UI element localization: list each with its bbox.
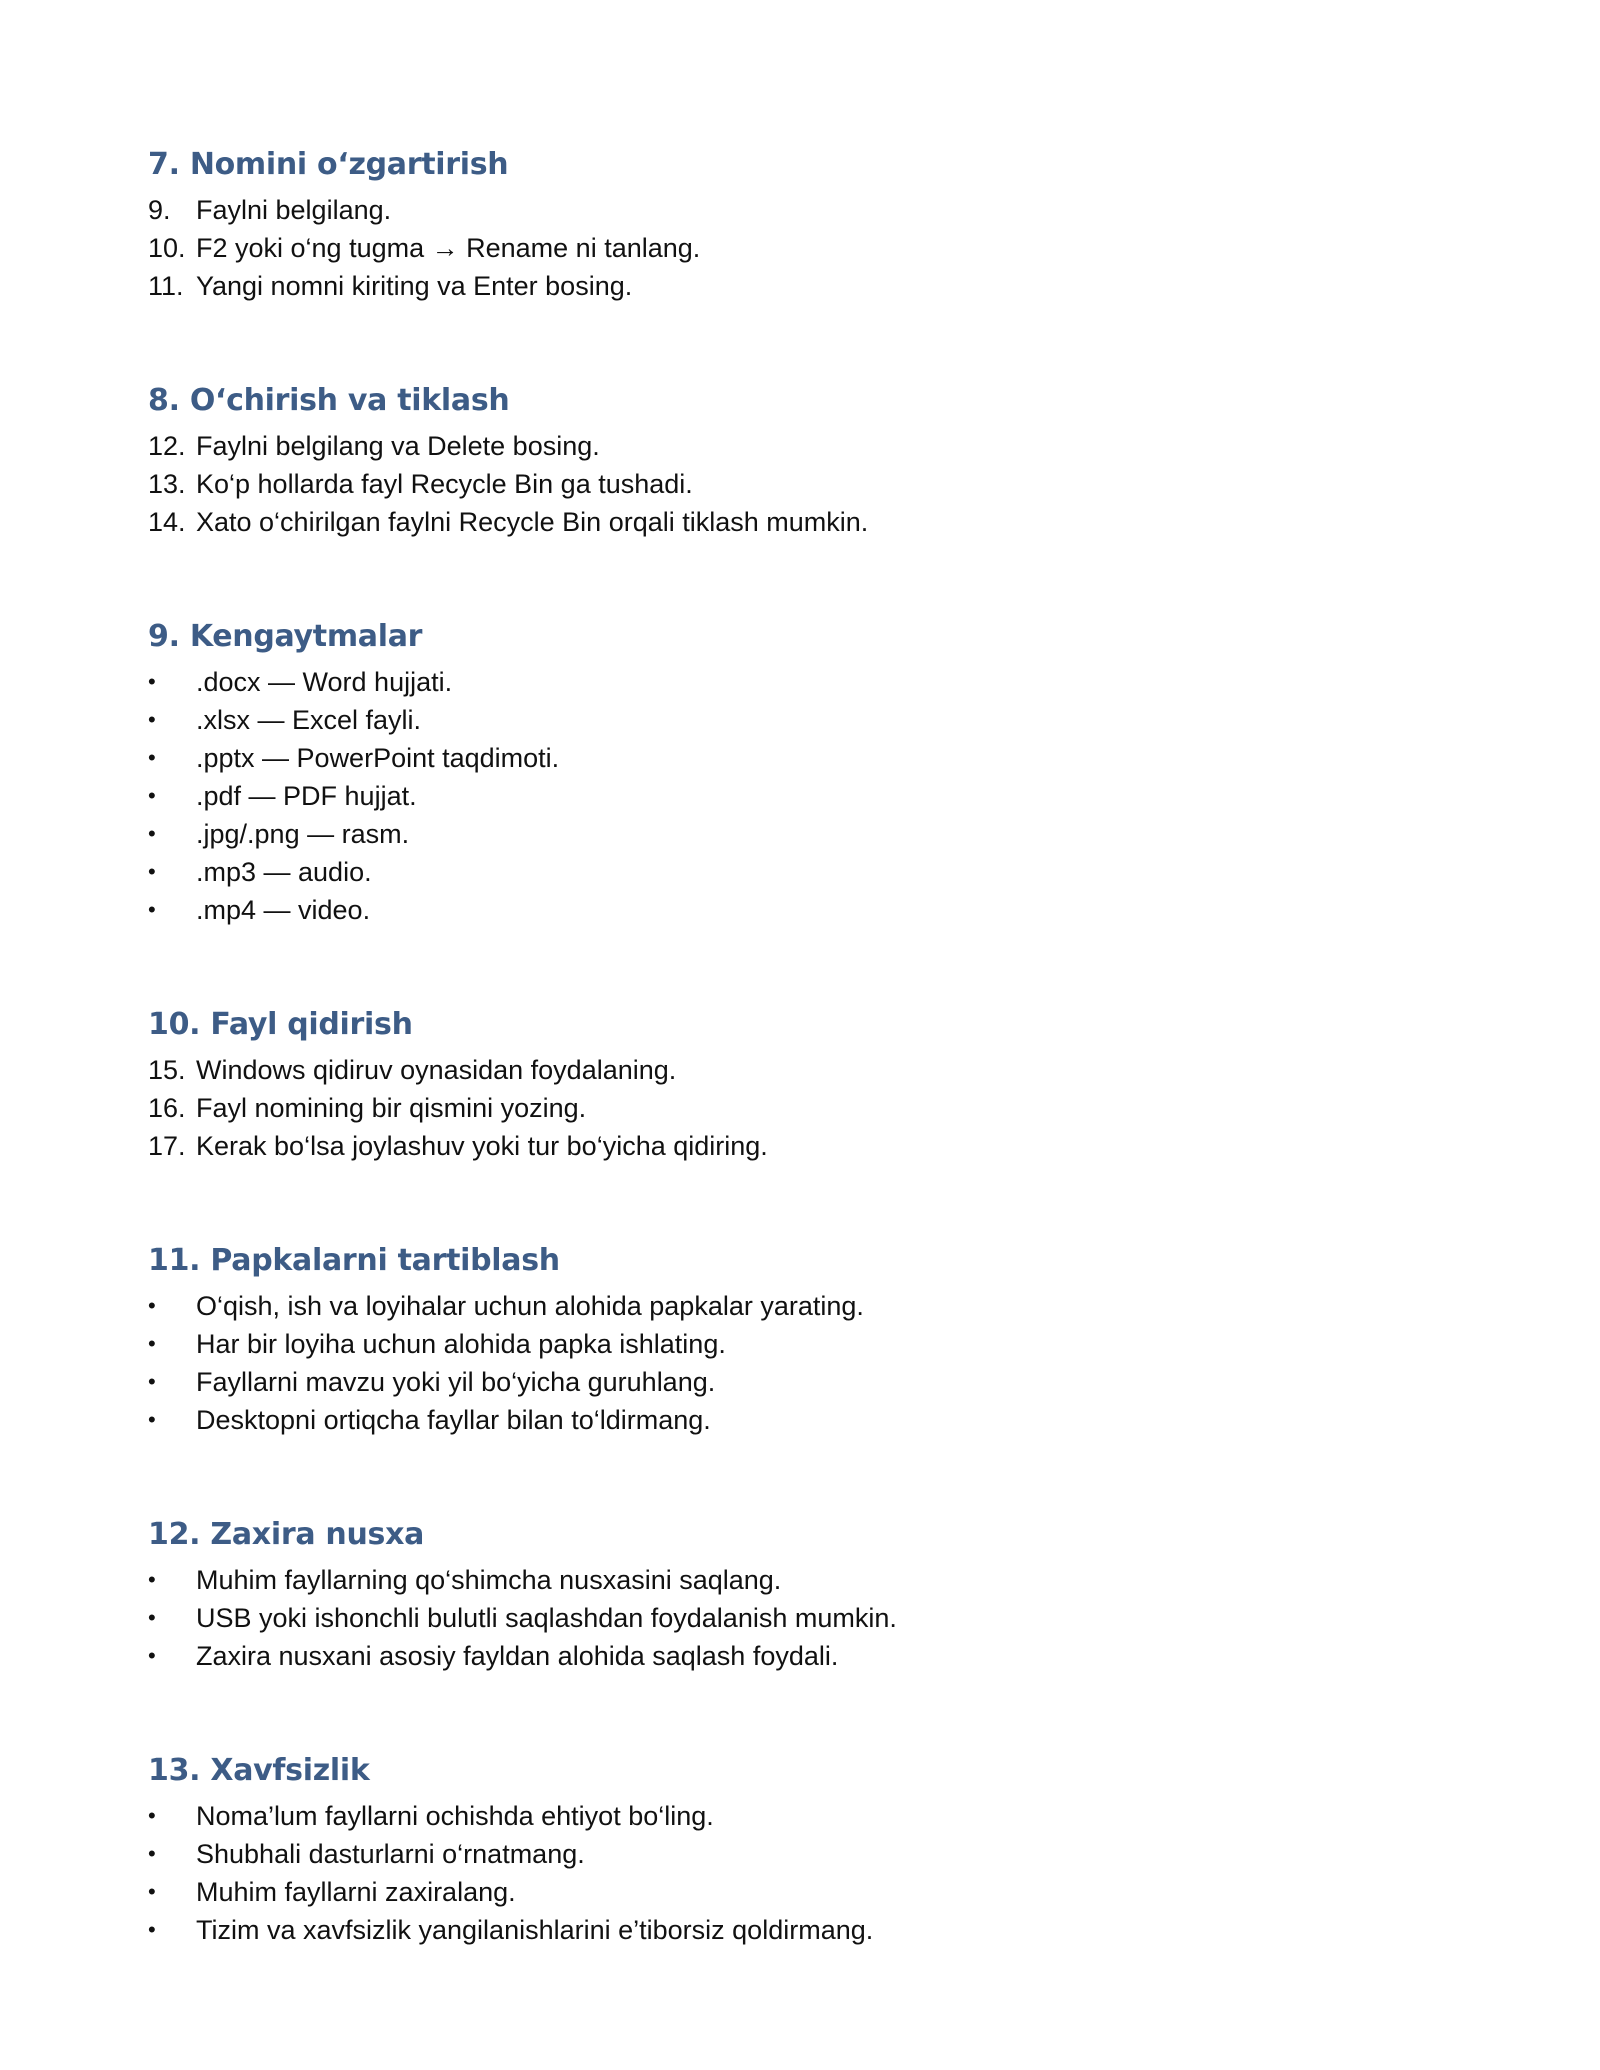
bullet-list — [148, 1561, 1448, 1675]
section-folder-organization — [148, 1241, 1448, 1439]
section-backup — [148, 1515, 1448, 1675]
bullet-icon: • — [148, 1605, 156, 1630]
list-item — [148, 1051, 1448, 1089]
list-item-text: Muhim fayllarni zaxiralang. — [196, 1877, 516, 1907]
list-item — [148, 663, 1448, 701]
bullet-icon: • — [148, 1917, 156, 1942]
section-delete-restore — [148, 381, 1448, 541]
bullet-icon: • — [148, 821, 156, 846]
bullet-list — [148, 1797, 1448, 1949]
bullet-icon: • — [148, 707, 156, 732]
list-item-text: Yangi nomni kiriting va Enter bosing. — [196, 271, 633, 301]
list-item-text: USB yoki ishonchli bulutli saqlashdan foydalanish mumkin. — [196, 1603, 897, 1633]
list-number: 17. — [148, 1131, 186, 1161]
bullet-list — [148, 663, 1448, 929]
list-item — [148, 1127, 1448, 1165]
list-item-text: Ko‘p hollarda fayl Recycle Bin ga tushadi. — [196, 469, 693, 499]
list-item — [148, 1873, 1448, 1911]
list-item — [148, 1325, 1448, 1363]
section-heading: 8. O‘chirish va tiklash — [148, 383, 510, 418]
list-item — [148, 267, 1448, 305]
numbered-list — [148, 1051, 1448, 1165]
bullet-icon: • — [148, 1643, 156, 1668]
list-number: 16. — [148, 1093, 186, 1123]
list-number: 14. — [148, 507, 186, 537]
list-number: 9. — [148, 195, 171, 225]
list-item — [148, 1911, 1448, 1949]
section-file-search — [148, 1005, 1448, 1165]
list-item — [148, 1287, 1448, 1325]
list-item — [148, 191, 1448, 229]
bullet-icon: • — [148, 669, 156, 694]
list-number: 11. — [148, 271, 184, 301]
section-security — [148, 1751, 1448, 1949]
list-number: 10. — [148, 233, 186, 263]
bullet-icon: • — [148, 1567, 156, 1592]
list-item — [148, 1089, 1448, 1127]
list-item-text: .pdf — PDF hujjat. — [196, 781, 417, 811]
list-item — [148, 815, 1448, 853]
list-item — [148, 427, 1448, 465]
bullet-icon: • — [148, 1369, 156, 1394]
bullet-icon: • — [148, 1293, 156, 1318]
list-item — [148, 1363, 1448, 1401]
list-item-text: Fayl nomining bir qismini yozing. — [196, 1093, 587, 1123]
bullet-icon: • — [148, 1841, 156, 1866]
section-rename — [148, 145, 1448, 305]
numbered-list — [148, 191, 1448, 305]
list-item — [148, 1401, 1448, 1439]
document-page — [148, 145, 1448, 2025]
list-item — [148, 1599, 1448, 1637]
list-item-text: .pptx — PowerPoint taqdimoti. — [196, 743, 560, 773]
list-item-text: .jpg/.png — rasm. — [196, 819, 410, 849]
bullet-icon: • — [148, 897, 156, 922]
section-heading: 13. Xavfsizlik — [148, 1753, 370, 1788]
list-item — [148, 777, 1448, 815]
section-extensions — [148, 617, 1448, 929]
list-number: 15. — [148, 1055, 186, 1085]
list-item-text: .mp3 — audio. — [196, 857, 372, 887]
list-item — [148, 503, 1448, 541]
bullet-list — [148, 1287, 1448, 1439]
list-item-text: Faylni belgilang va Delete bosing. — [196, 431, 600, 461]
bullet-icon: • — [148, 1331, 156, 1356]
list-item-text: Faylni belgilang. — [196, 195, 392, 225]
list-item-text: Windows qidiruv oynasidan foydalaning. — [196, 1055, 677, 1085]
list-item-text: .docx — Word hujjati. — [196, 667, 453, 697]
list-item — [148, 1561, 1448, 1599]
list-number: 12. — [148, 431, 186, 461]
list-item-text: Tizim va xavfsizlik yangilanishlarini e’tiborsiz qoldirmang. — [196, 1915, 874, 1945]
bullet-icon: • — [148, 1879, 156, 1904]
list-item-text: Desktopni ortiqcha fayllar bilan to‘ldirmang. — [196, 1405, 711, 1435]
bullet-icon: • — [148, 745, 156, 770]
bullet-icon: • — [148, 1407, 156, 1432]
list-item — [148, 701, 1448, 739]
numbered-list — [148, 427, 1448, 541]
section-heading: 12. Zaxira nusxa — [148, 1517, 425, 1552]
list-item-text: Shubhali dasturlarni o‘rnatmang. — [196, 1839, 585, 1869]
list-item — [148, 739, 1448, 777]
list-item-text: .mp4 — video. — [196, 895, 371, 925]
list-item — [148, 465, 1448, 503]
list-item-text: Kerak bo‘lsa joylashuv yoki tur bo‘yicha qidiring. — [196, 1131, 768, 1161]
list-item — [148, 853, 1448, 891]
list-item-text: .xlsx — Excel fayli. — [196, 705, 422, 735]
bullet-icon: • — [148, 1803, 156, 1828]
section-heading: 7. Nomini o‘zgartirish — [148, 147, 509, 182]
bullet-icon: • — [148, 783, 156, 808]
list-number: 13. — [148, 469, 186, 499]
list-item-text: Har bir loyiha uchun alohida papka ishlating. — [196, 1329, 726, 1359]
section-heading: 10. Fayl qidirish — [148, 1007, 413, 1042]
list-item-text: Muhim fayllarning qo‘shimcha nusxasini saqlang. — [196, 1565, 782, 1595]
list-item-text: F2 yoki o‘ng tugma → Rename ni tanlang. — [196, 233, 701, 263]
list-item-text: Xato o‘chirilgan faylni Recycle Bin orqali tiklash mumkin. — [196, 507, 869, 537]
list-item — [148, 1797, 1448, 1835]
section-heading: 11. Papkalarni tartiblash — [148, 1243, 560, 1278]
bullet-icon: • — [148, 859, 156, 884]
list-item-text: Noma’lum fayllarni ochishda ehtiyot bo‘ling. — [196, 1801, 714, 1831]
section-heading: 9. Kengaytmalar — [148, 619, 423, 654]
list-item-text: Zaxira nusxani asosiy fayldan alohida saqlash foydali. — [196, 1641, 839, 1671]
list-item — [148, 891, 1448, 929]
list-item — [148, 229, 1448, 267]
list-item — [148, 1637, 1448, 1675]
list-item — [148, 1835, 1448, 1873]
list-item-text: O‘qish, ish va loyihalar uchun alohida papkalar yarating. — [196, 1291, 864, 1321]
list-item-text: Fayllarni mavzu yoki yil bo‘yicha guruhlang. — [196, 1367, 716, 1397]
